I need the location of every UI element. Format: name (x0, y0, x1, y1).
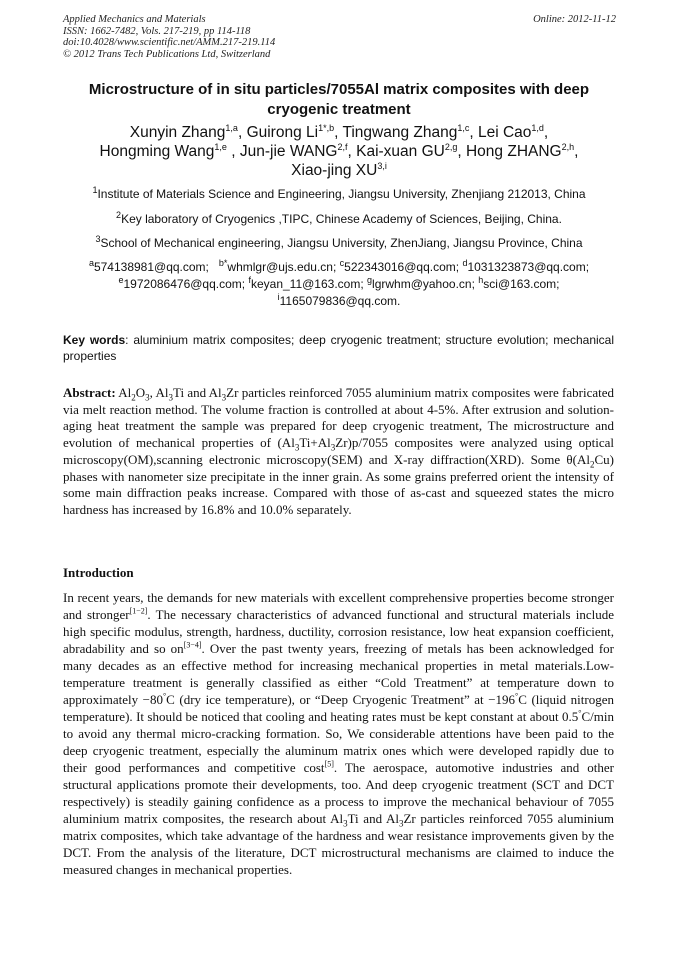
email-address: 1031323873@qq.com; (467, 260, 590, 274)
abstract-text: Cu) phases with nanometer size precipitate in the inner grain. As some grains preferred orient the intensity of some main diffraction peaks increase. Compared with those of as-cast and squeezed states the micro hardness has increased by 16.8% and 10.0% separately. (63, 451, 614, 517)
body-text: C/min to avoid any thermal micro-cracking formation. So, We considerable attentions have been paid to the deep cryogenic treatment, especially the aluminum matrix ones which were developed rapidly due to their good performances and competitive cost (63, 709, 614, 775)
introduction-heading: Introduction (63, 565, 134, 580)
degree-mark: ° (578, 708, 582, 718)
body-text: C (liquid nitrogen temperature). It should be noticed that cooling and heating rates must be kept constant at about 0.5 (63, 692, 614, 724)
email-sup: d (462, 258, 468, 268)
online-date: Online: 2012-11-12 (533, 14, 616, 25)
introduction-body (63, 589, 614, 878)
keywords (63, 332, 614, 364)
body-text: Zr particles reinforced 7055 aluminium matrix composites, which take advantage of the hardness and wear resistance improvements given by the DCT. From the analysis of the literature, DCT microstructural mechanisms are claimed to induce the measured changes in mechanical properties. (63, 811, 614, 877)
degree-mark: ° (515, 691, 519, 701)
degree-mark: ° (162, 691, 167, 701)
author-sup: 1,a (225, 122, 238, 133)
email-address: sci@163.com; (483, 277, 560, 291)
author-name: Xunyin Zhang (129, 124, 226, 141)
body-text: Ti and Al (347, 811, 399, 826)
affiliation-sup: 1 (92, 185, 98, 195)
body-text: C (dry ice temperature), or “Deep Cryogenic Treatment” at −196 (166, 692, 516, 707)
author-name: Tingwang Zhang (342, 124, 458, 141)
keywords-text: : aluminium matrix composites; deep cryogenic treatment; structure evolution; mechanical properties (63, 333, 615, 363)
subscript: 2 (131, 392, 136, 403)
email-address: keyan_11@163.com; (250, 277, 364, 291)
abstract-text: O (135, 385, 146, 400)
author-name: Xiao-jing XU (291, 162, 378, 179)
abstract-text: , Al (149, 385, 169, 400)
email-sup: e (118, 275, 124, 285)
subscript: 3 (168, 392, 173, 403)
author-sup: 1,c (457, 122, 470, 133)
email-sup: c (339, 258, 345, 268)
body-text: . Over the past twenty years, freezing of metals has been acknowledged for many decades as an effective method for increasing mechanical properties in metal materials.Low-temperature treatment is generally classified as either “Cold Treatment” at temperature down to approximately −80 (63, 641, 614, 707)
body-text: In recent years, the demands for new materials with excellent comprehensive properties become stronger and stronger (63, 590, 614, 622)
affiliation-3 (60, 236, 618, 251)
subscript: 3 (221, 392, 227, 403)
citation: [5] (324, 759, 334, 769)
email-address: whmlgr@ujs.edu.cn; (227, 260, 337, 274)
email-address: 1972086476@qq.com; (123, 277, 246, 291)
abstract-text: Zr)p/7055 composites were analyzed using optical microscopy(OM),scanning electronic microscopy(SEM) and X-ray diffraction(XRD). Some θ(Al (63, 435, 614, 467)
author-sup: 1*,b (318, 122, 335, 133)
affiliation-1 (60, 187, 618, 202)
email-address: 522343016@qq.com; (344, 260, 460, 274)
subscript: 3 (398, 818, 404, 829)
journal-copyright: © 2012 Trans Tech Publications Ltd, Switzerland (63, 48, 271, 60)
author-name: Guirong Li (246, 124, 319, 141)
email-list (60, 259, 618, 310)
affiliation-sup: 2 (116, 210, 122, 220)
subscript: 2 (590, 459, 595, 470)
citation: [3−4] (183, 640, 202, 650)
author-list: Xunyin Zhang$^{1,a}$, Guirong $Li^{1*,b}$, Tingwang Zhang$^{1,c}$, Lei Cao$^{1,d}$, Hongming Wang$^{1,e}$ , Jun-jie WANG$^{2,f}$, Kai-xuan GU$^{2,g}$, Hong ZHANG$^{2,h}$, Xiao-jing XU$^{3,i}$ (99, 122, 579, 179)
author-sup: 1,d (531, 122, 544, 133)
abstract-text: Al (118, 385, 132, 400)
email-address: 1165079836@qq.com. (279, 294, 401, 308)
email-sup: i (277, 292, 280, 302)
affiliation-2 (60, 212, 618, 227)
email-address: 574138981@qq.com; (93, 260, 209, 274)
affiliation-text: Institute of Materials Science and Engineering, Jiangsu University, Zhenjiang 212013, China (97, 187, 586, 201)
affiliation-text: School of Mechanical engineering, Jiangsu University, ZhenJiang, Jiangsu Province, China (100, 236, 583, 250)
author-sup: 2,h (561, 141, 575, 152)
author-name: Lei Cao (477, 124, 532, 141)
subscript: 3 (294, 442, 300, 453)
email-address: lgrwhm@yahoo.cn; (372, 277, 475, 291)
citation: [1−2] (129, 606, 148, 616)
author-sup: 3,i (377, 160, 387, 171)
email-sup: f (248, 275, 251, 285)
journal-header (63, 14, 616, 60)
abstract-text: Zr particles reinforced 7055 aluminium matrix composites were fabricated via melt reaction method. The volume fraction is controlled at about 4-5%. After extrusion and solution-aging heat treatment the sample was prepared for deep cryogenic treatment, The microstructure and evolution of mechanical properties of (Al (63, 385, 614, 451)
abstract-text: Ti and Al (172, 385, 222, 400)
subscript: 3 (330, 442, 336, 453)
email-sup: g (367, 275, 373, 285)
affiliation-text: Key laboratory of Cryogenics ,TIPC, Chinese Academy of Sciences, Beijing, China. (121, 212, 562, 226)
author-name: Hong ZHANG (465, 143, 562, 160)
journal-name: Applied Mechanics and Materials (63, 14, 206, 25)
author-sup: 2,g (444, 141, 458, 152)
abstract-label: Abstract: (63, 385, 116, 400)
author-name: Jun-jie WANG (239, 143, 338, 160)
author-sup: 2,f (337, 141, 348, 152)
email-sup: b* (218, 258, 228, 268)
body-text: . The aerospace, automotive industries and other structural applications promote their developments, too. And deep cryogenic treatment (SCT and DCT respectively) is steadily gaining confidence as a process to improve the mechanical behaviour of 7055 aluminium matrix composites, the research about Al (63, 760, 614, 826)
journal-doi: doi:10.4028/www.scientific.net/AMM.217-219.114 (63, 37, 276, 48)
subscript: 3 (145, 392, 150, 403)
email-sup: a (88, 258, 94, 268)
paper-title: Microstructure of in situ particles/7055Al matrix composites with deep cryogenic treatment (88, 81, 590, 118)
journal-issn: ISSN: 1662-7482, Vols. 217-219, pp 114-118 (63, 25, 251, 37)
abstract-text: Ti+Al (299, 435, 331, 451)
author-name: Kai-xuan GU (356, 143, 445, 160)
affiliation-sup: 3 (95, 234, 101, 244)
subscript: 3 (343, 818, 348, 829)
abstract (63, 385, 614, 519)
email-sup: h (478, 275, 484, 285)
keywords-label: Key words (63, 333, 126, 347)
author-name: Hongming Wang (99, 143, 215, 160)
author-sup: 1,e (214, 141, 227, 152)
body-text: . The necessary characteristics of advanced functional and structural materials include high specific modulus, strength, hardness, ductility, corrosion resistance, low heat expansion coefficient, abradability and so on (63, 607, 614, 656)
